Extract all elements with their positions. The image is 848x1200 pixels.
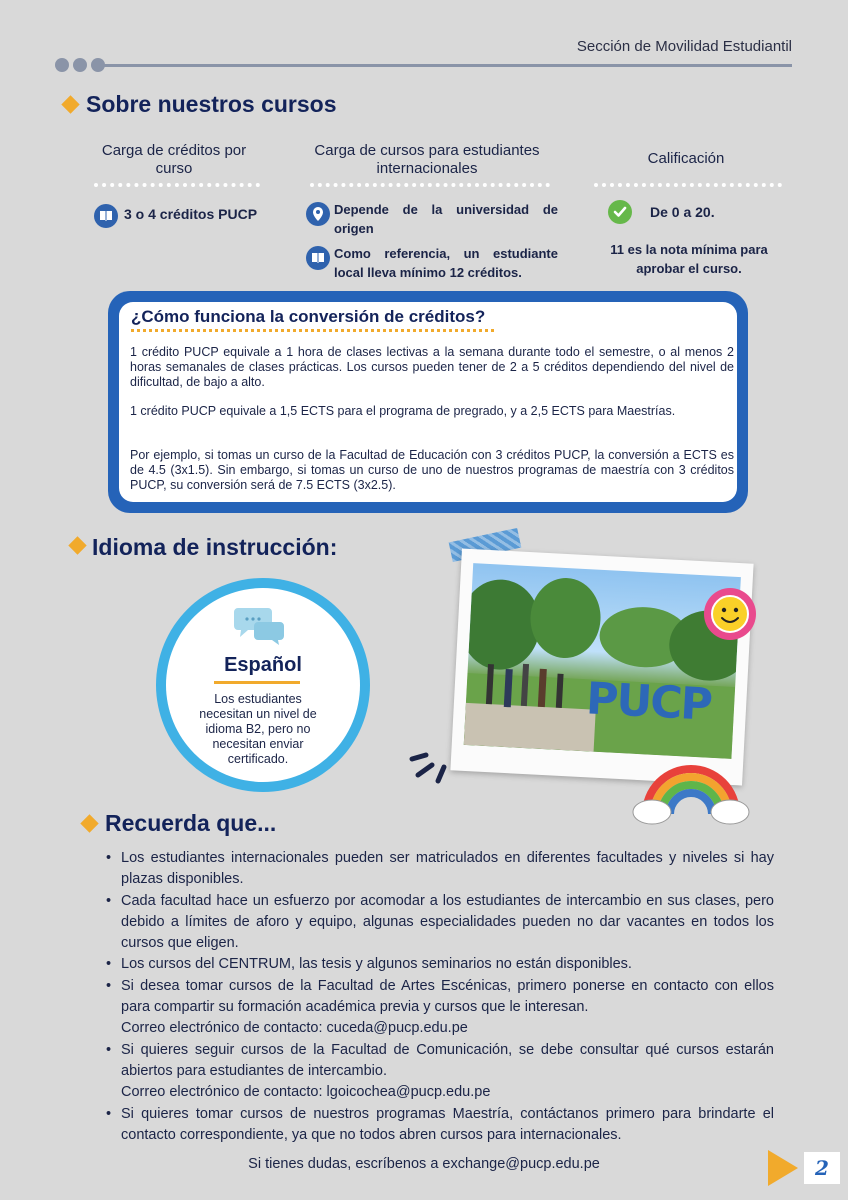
contact-email-arts[interactable]: Correo electrónico de contacto: cuceda@pucp.edu.pe	[121, 1020, 468, 1037]
section-title: Sección de Movilidad Estudiantil	[576, 38, 792, 55]
footer-contact[interactable]: Si tienes dudas, escríbenos a exchange@pucp.edu.pe	[248, 1156, 600, 1172]
conversion-paragraph-3: Por ejemplo, si tomas un curso de la Facultad de Educación con 3 créditos PUCP, la conversión a ECTS es de 4.5 (3x1.5). Sin embargo, si tomas un curso de uno de nuestros programas de maestría con 3 créditos PUCP, su conversión será de 7.5 ECTS (3x2.5).	[130, 448, 734, 492]
conversion-title-underline	[131, 329, 494, 332]
language-heading: Idioma de instrucción:	[92, 534, 338, 560]
location-pin-icon	[306, 202, 330, 226]
smiley-sticker-icon	[704, 588, 756, 640]
conversion-paragraph-2: 1 crédito PUCP equivale a 1,5 ECTS para el programa de pregrado, y a 2,5 ECTS para Maestrías.	[130, 404, 676, 418]
campus-photo	[450, 549, 753, 786]
grading-header: Calificación	[647, 150, 725, 167]
language-requirement: Los estudiantes necesitan un nivel de idioma B2, pero no necesitan enviar certificado.	[199, 692, 317, 766]
page-number: 2	[804, 1152, 840, 1184]
header-dot	[73, 58, 87, 72]
reminder-list	[104, 848, 774, 1146]
conversion-paragraph-1: 1 crédito PUCP equivale a 1 hora de clases lectivas a la semana durante todo el semestre, o al menos 2 horas semanales de clases prácticas. Los cursos pueden tener de 2 a 5 créditos dependiendo del nivel de dificultad, de bajo a alto.	[130, 345, 734, 389]
list-item: • Cada facultad hace un esfuerzo por acomodar a los estudiantes de intercambio en sus clases, pero debido a límites de aforo y equipo, algunas especialidades pueden no dar vacantes en todos los cursos que eligen.	[104, 891, 774, 955]
dash-decoration-icon	[408, 745, 458, 790]
credits-per-course-value: 3 o 4 créditos PUCP	[124, 206, 258, 222]
language-name: Español	[224, 654, 302, 676]
page-arrow-icon	[768, 1150, 798, 1186]
diamond-bullet-icon	[68, 536, 86, 554]
contact-email-communication[interactable]: Correo electrónico de contacto: lgoicochea@pucp.edu.pe	[121, 1084, 491, 1101]
book-icon	[94, 204, 118, 228]
intl-load-header: Carga de cursos para estudiantes internacionales	[314, 142, 540, 177]
list-item: • Si desea tomar cursos de la Facultad de Artes Escénicas, primero ponerse en contacto con ellos para compartir su formación académica previa y cursos que le interesan.	[104, 976, 774, 1019]
book-icon	[306, 246, 330, 270]
header-dot	[55, 58, 69, 72]
check-icon	[608, 200, 632, 224]
intl-load-item-origin: Depende de la universidad de origen	[334, 202, 558, 236]
rainbow-sticker-icon	[632, 752, 750, 831]
list-item: • Los cursos del CENTRUM, las tesis y algunos seminarios no están disponibles.	[104, 954, 774, 975]
list-item: • Si quieres tomar cursos de nuestros programas Maestría, contáctanos primero para brindarte el contacto correspondiente, ya que no todos abren cursos para internacionales.	[104, 1104, 774, 1147]
credits-per-course-header: Carga de créditos por curso	[101, 142, 247, 177]
speech-bubbles-icon	[232, 606, 288, 651]
header-divider	[100, 64, 792, 67]
diamond-bullet-icon	[80, 814, 98, 832]
language-underline	[214, 681, 300, 684]
header-dot	[91, 58, 105, 72]
pucp-sign: PUCP	[584, 673, 712, 731]
conversion-title: ¿Cómo funciona la conversión de créditos?	[131, 307, 486, 326]
dotted-divider	[94, 183, 260, 187]
dotted-divider	[594, 183, 782, 187]
list-item: • Los estudiantes internacionales pueden ser matriculados en diferentes facultades y niveles si hay plazas disponibles.	[104, 848, 774, 891]
intl-load-item-reference: Como referencia, un estudiante local lleva mínimo 12 créditos.	[334, 246, 558, 280]
grading-scale: De 0 a 20.	[650, 204, 715, 220]
diamond-bullet-icon	[61, 95, 79, 113]
courses-heading: Sobre nuestros cursos	[86, 91, 337, 117]
grading-pass-note: 11 es la nota mínima para aprobar el curso.	[610, 242, 768, 276]
campus-photo-image	[464, 563, 741, 759]
dotted-divider	[310, 183, 550, 187]
reminder-heading: Recuerda que...	[105, 810, 277, 836]
list-item: • Si quieres seguir cursos de la Facultad de Comunicación, se debe consultar qué cursos estarán abiertos para estudiantes de intercambio.	[104, 1040, 774, 1083]
